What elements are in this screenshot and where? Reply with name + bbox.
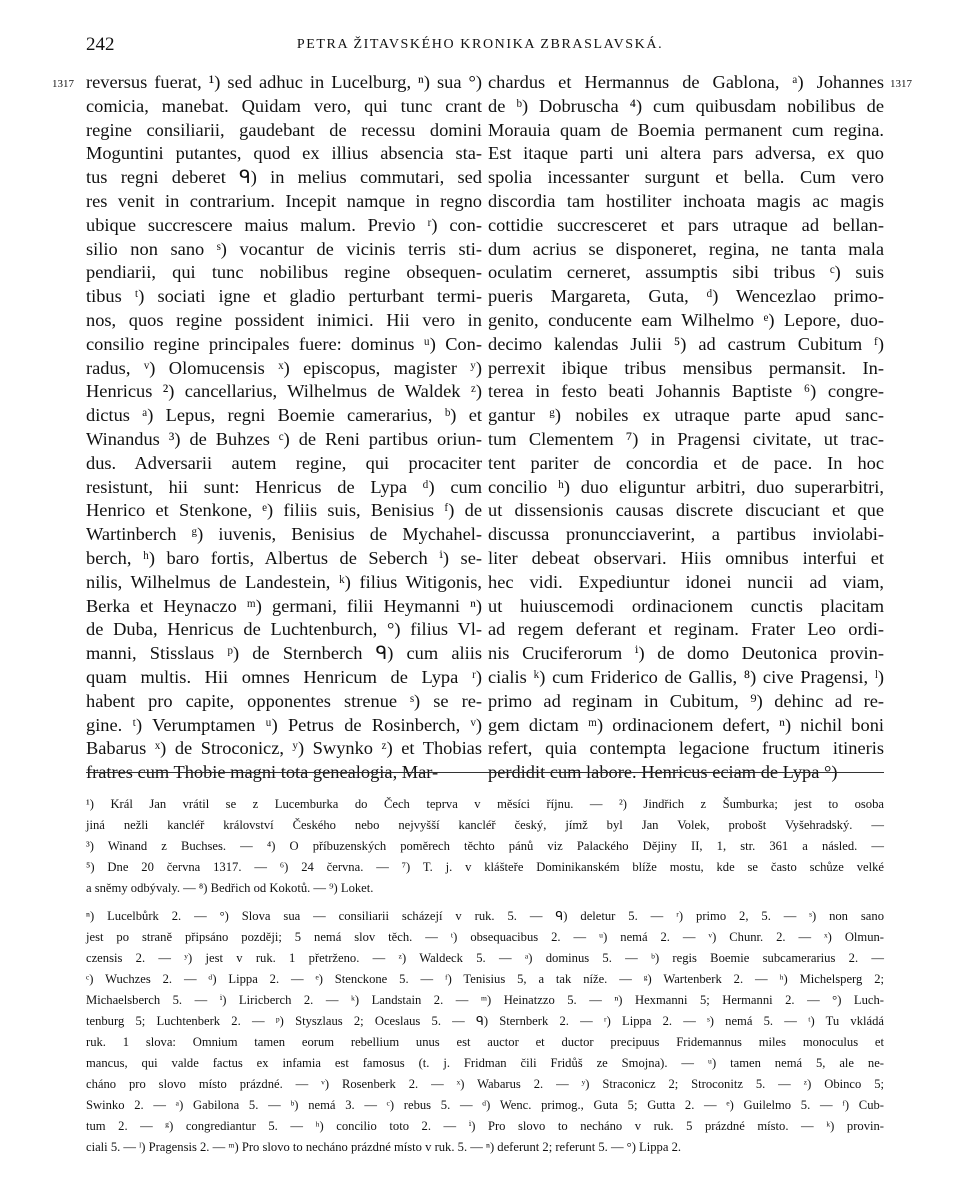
text-line: ubique succrescere maius malum. Previo ʳ) con-	[86, 214, 482, 235]
footnote-line: ᶜ) Wuchzes 2. — ᵈ) Lippa 2. — ᵉ) Stenckone 5. — ᶠ) Tenisius 5, a tak níže. — ᵍ) Wartenberk 2. — ʰ) Michelsperg 2;	[86, 972, 884, 986]
text-line: chardus et Hermannus de Gablona, ᵃ) Johannes	[488, 72, 884, 92]
text-line: Henrico et Stenkone, ᵉ) filiis suis, Benisius ᶠ) de	[86, 500, 482, 521]
text-line: res venit in contrarium. Incepit namque in regno	[86, 190, 482, 211]
text-line: reversus fuerat, ¹) sed adhuc in Lucelburg, ⁿ) sua °)	[86, 72, 482, 92]
footnotes-lettered	[86, 906, 884, 1158]
page-number: 242	[86, 34, 115, 55]
text-line: de Duba, Henricus de Luchtenburch, °) filius Vl-	[86, 619, 482, 640]
footnote-line: jest po straně připsáno později; 5 nemá slov těch. — ᵗ) obsequacibus 2. — ᵘ) nemá 2. — ᵛ) Chunr. 2. — ˣ) Olmun-	[86, 930, 884, 944]
footnote-line: cháno pro slovo místo prázdné. — ᵛ) Rosenberk 2. — ˣ) Wabarus 2. — ʸ) Straconicz 2; Stroconitz 5. — ᶻ) Obinco 5;	[86, 1077, 884, 1091]
text-line: Babarus ˣ) de Stroconicz, ʸ) Swynko ᶻ) et Thobias	[86, 738, 482, 759]
text-line: dictus ᵃ) Lepus, regni Boemie camerarius, ᵇ) et	[86, 405, 482, 426]
text-line: primo ad reginam in Cubitum, ⁹) dehinc ad re-	[488, 690, 884, 711]
footnote-line: jiná nežli kancléř království Českého nebo nejvyšší kancléř český, jímž byl Jan Volek, probošt Vyšehradský. —	[86, 818, 884, 832]
text-line: spolia incessanter surgunt et bella. Cum vero	[488, 167, 884, 188]
text-line: perrexit ibique tribus mensibus permansit. In-	[488, 357, 884, 378]
text-line: Berka et Heynaczo ᵐ) germani, filii Heymanni ⁿ)	[86, 595, 482, 616]
text-line: ad regem deferant et reginam. Frater Leo ordi-	[488, 619, 884, 640]
footnote-line: ⁵) Dne 20 června 1317. — ⁶) 24 června. — ⁷) T. j. v klášteře Dominikanském blíže mostu, kde se často schůze velké	[86, 860, 884, 874]
text-line: dus. Adversarii autem regine, qui procaciter	[86, 452, 482, 473]
text-line: tum Clementem ⁷) in Pragensi civitate, ut trac-	[488, 428, 884, 449]
footnote-line: ruk. 1 slova: Omnium tamen eorum rebellium unus est auctor et ductor precipuus Fridemannus miles monoculus et	[86, 1035, 884, 1049]
left-text-column	[86, 71, 482, 785]
footnote-line: Michaelsberch 5. — ⁱ) Liricberch 2. — ᵏ) Landstain 2. — ᵐ) Heinatzzo 5. — ⁿ) Hexmanni 5; Hermanni 2. — °) Luch-	[86, 993, 884, 1007]
text-line: liter debeat observari. Hiis omnibus interfui et	[488, 547, 884, 568]
text-line: manni, Stisslaus ᵖ) de Sternberch ᑫ) cum aliis	[86, 643, 482, 664]
text-line: ut dissensionis causas discrete discuciant et que	[488, 500, 884, 521]
text-line: genito, conducente eam Wilhelmo ᵉ) Lepore, duo-	[488, 309, 884, 330]
text-line: oculatim cerneret, assumptis sibi tribus ᶜ) suis	[488, 262, 884, 283]
text-line: gine. ᵗ) Verumptamen ᵘ) Petrus de Rosinberch, ᵛ)	[86, 714, 482, 735]
footnotes-numbered	[86, 794, 884, 899]
text-line: hec vidi. Expediuntur idonei nuncii ad viam,	[488, 571, 884, 592]
footnote-line: Swinko 2. — ᵃ) Gabilona 5. — ᵇ) nemá 3. — ᶜ) rebus 5. — ᵈ) Wenc. primog., Guta 5; Gutta 2. — ᵉ) Guilelmo 5. — ᶠ) Cub-	[86, 1098, 884, 1112]
footnote-line: ⁿ) Lucelbůrk 2. — °) Slova sua — consiliarii scházejí v ruk. 5. — ᑫ) deletur 5. — ʳ) primo 2, 5. — ˢ) non sano	[86, 909, 884, 923]
page-header	[0, 34, 960, 60]
text-line: refert, quia contempta legacione fructum itineris	[488, 738, 884, 759]
text-line: nis Cruciferorum ⁱ) de domo Deutonica provin-	[488, 643, 884, 664]
margin-year-right: 1317	[890, 78, 912, 90]
footnote-line: ³) Winand z Buchses. — ⁴) O příbuzenských poměrech těchto pánů viz Palackého Dějiny II, 1, str. 361 a násled. —	[86, 839, 884, 853]
text-line: cialis ᵏ) cum Friderico de Gallis, ⁸) cive Pragensi, ˡ)	[488, 666, 884, 687]
text-line: decimo kalendas Julii ⁵) ad castrum Cubitum ᶠ)	[488, 333, 884, 354]
text-line: consilio regine principales fuere: dominus ᵘ) Con-	[86, 333, 482, 354]
footnote-line: a sněmy odbývaly. — ⁸) Bedřich od Kokotů. — ⁹) Loket.	[86, 881, 374, 895]
footnote-divider	[86, 772, 884, 773]
running-title: PETRA ŽITAVSKÉHO KRONIKA ZBRASLAVSKÁ.	[296, 37, 664, 52]
text-line: pendiarii, qui tunc nobilibus regine obsequen-	[86, 262, 482, 283]
text-line: regine consiliarii, gaudebant de recessu domini	[86, 119, 482, 140]
text-line: radus, ᵛ) Olomucensis ˣ) episcopus, magister ʸ)	[86, 357, 482, 378]
text-line: cottidie succresceret et pars utraque ad bellan-	[488, 214, 884, 235]
text-line: dum acrius se disponeret, regina, ne tanta mala	[488, 238, 884, 259]
text-line: discussa pronuncciaverint, a partibus inviolabi-	[488, 524, 884, 545]
text-line: terea in festo beati Johannis Baptiste ⁶) congre-	[488, 381, 884, 402]
footnote-line: ¹) Král Jan vrátil se z Lucemburka do Čech teprva v měsíci říjnu. — ²) Jindřich z Šumburka; jest to osoba	[86, 797, 884, 811]
text-line: tibus ᵗ) sociati igne et gladio perturbant termi-	[86, 286, 482, 307]
text-line: Winandus ³) de Buhzes ᶜ) de Reni partibus oriun-	[86, 428, 482, 449]
text-line: comicia, manebat. Quidam vero, qui tunc crant	[86, 95, 482, 116]
text-line: quam multis. Hii omnes Henricum de Lypa ʳ)	[86, 666, 482, 687]
text-line: ut huiuscemodi ordinacionem cunctis placitam	[488, 595, 884, 616]
text-line: perdidit cum labore. Henricus eciam de Lypa °)	[488, 762, 838, 783]
text-line: de ᵇ) Dobruscha ⁴) cum quibusdam nobilibus de	[488, 95, 884, 116]
text-line: nos, quos regine possident inimici. Hii vero in	[86, 309, 482, 330]
text-line: Morauia quam de Boemia permanent cum regina.	[488, 119, 884, 140]
text-line: tus regni deberet ᑫ) in melius commutari, sed	[86, 167, 482, 188]
footnote-line: tum 2. — ᵍ) congrediantur 5. — ʰ) concilio toto 2. — ⁱ) Pro slovo to necháno v ruk. 5 prázdné místo. — ᵏ) provin-	[86, 1119, 884, 1133]
text-line: Henricus ²) cancellarius, Wilhelmus de Waldek ᶻ)	[86, 381, 482, 402]
text-line: concilio ʰ) duo eliguntur arbitri, duo superarbitri,	[488, 476, 884, 497]
text-line: Wartinberch ᵍ) iuvenis, Benisius de Mychahel-	[86, 524, 482, 545]
text-line: habent pro capite, opponentes strenue ˢ) se re-	[86, 690, 482, 711]
text-line: fratres cum Thobie magni tota genealogia, Mar-	[86, 762, 439, 783]
text-line: silio non sano ˢ) vocantur de vicinis terris sti-	[86, 238, 482, 259]
footnote-line: ciali 5. — ˡ) Pragensis 2. — ᵐ) Pro slovo to necháno prázdné místo v ruk. 5. — ⁿ) deferunt 2; referunt 5. — °) Lippa 2.	[86, 1140, 682, 1154]
right-text-column	[488, 71, 884, 785]
text-line: gem dictam ᵐ) ordinacionem defert, ⁿ) nichil boni	[488, 714, 884, 735]
text-line: nilis, Wilhelmus de Landestein, ᵏ) filius Witigonis,	[86, 571, 482, 592]
text-line: pueris Margareta, Guta, ᵈ) Wencezlao primo-	[488, 286, 884, 307]
footnote-line: mancus, qui valde factus ex infamia est famosus (t. j. Fridman čili Fridůš ze Smojna). — ᵘ) tamen nemá 5, ale ne-	[86, 1056, 884, 1070]
text-line: gantur ᵍ) nobiles ex utraque parte apud sanc-	[488, 405, 884, 426]
text-line: berch, ʰ) baro fortis, Albertus de Seberch ⁱ) se-	[86, 547, 482, 568]
text-line: Moguntini putantes, quod ex illius absencia sta-	[86, 143, 482, 164]
footnote-line: czensis 2. — ʸ) jest v ruk. 1 přetrženo. — ᶻ) Waldeck 5. — ᵃ) dominus 5. — ᵇ) regis Boemie subcamerarius 2. —	[86, 951, 884, 965]
text-line: Est itaque parti uni altera pars adversa, ex quo	[488, 143, 884, 164]
text-line: discordia tam hostiliter inchoata magis ac magis	[488, 190, 884, 211]
footnote-line: tenburg 5; Luchtenberk 2. — ᵖ) Styszlaus 2; Oceslaus 5. — ᑫ) Sternberk 2. — ʳ) Lippa 2. — ˢ) nemá 5. — ᵗ) Tu vkládá	[86, 1014, 884, 1028]
text-line: tent pariter de concordia et de pace. In hoc	[488, 452, 884, 473]
margin-year-left: 1317	[52, 78, 74, 90]
text-line: resistunt, hii sunt: Henricus de Lypa ᵈ) cum	[86, 476, 482, 497]
